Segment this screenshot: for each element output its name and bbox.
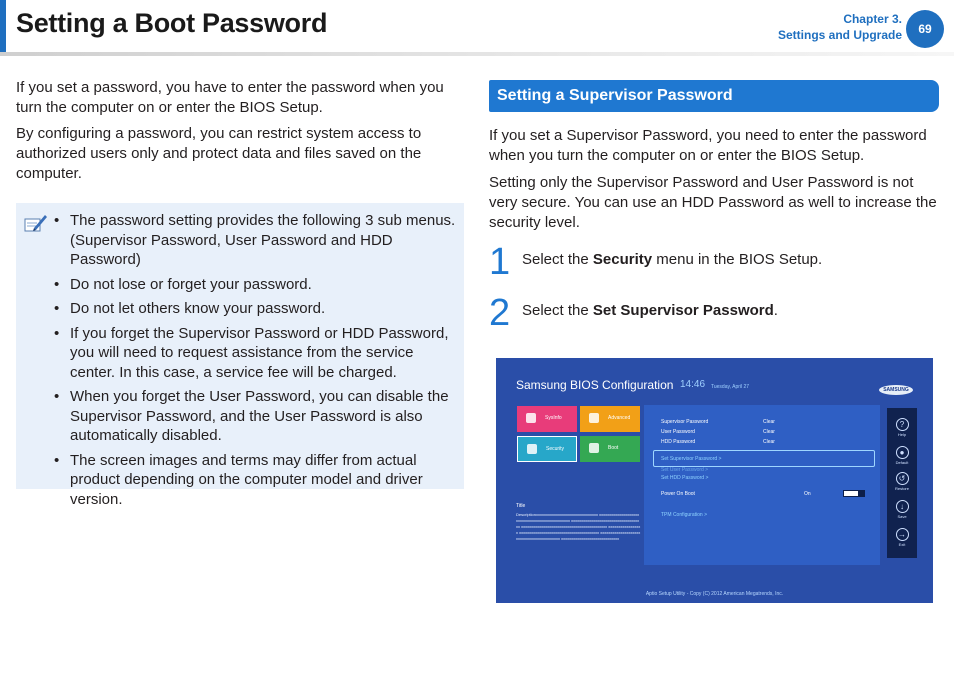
chapter-number: Chapter 3. [843,12,902,26]
set-user-password-link[interactable]: Set User Password > [661,467,709,473]
default-icon: ● [896,446,909,459]
chapter-label [778,11,902,43]
boot-icon [589,443,599,453]
note-item-dont-lose: • Do not lose or forget your password. [54,275,456,295]
user-password-value: Clear [763,429,775,435]
tile-advanced[interactable]: Advanced [580,406,640,432]
set-hdd-password-link[interactable]: Set HDD Password > [661,475,709,481]
intro-paragraph: If you set a password, you have to enter the password when you turn the computer on or enter the BIOS Setup. [16,79,444,116]
hdd-password-value: Clear [763,439,775,445]
restore-button[interactable]: ↺ Restore [894,474,909,491]
note-item-dont-share: • Do not let others know your password. [54,299,456,319]
power-on-boot-value: On [804,491,811,497]
supervisor-paragraph: If you set a Supervisor Password, you need to enter the password when you turn the computer on or enter the BIOS Setup. [489,127,927,164]
section-heading: Setting a Supervisor Password [489,80,939,112]
step-keyword: Set Supervisor Password [592,302,774,319]
left-column [16,78,461,190]
note-item-forget-user: • When you forget the User Password, you can disable the Supervisor Password, and the User Password is also automatically disabled. [54,387,456,446]
note-list [54,211,456,509]
note-item-disclaimer: • The screen images and terms may differ from actual product depending on the computer model and driver version. [54,451,456,510]
page-number-badge: 69 [906,10,944,48]
default-button[interactable]: ● Default [895,448,909,465]
restore-icon: ↺ [896,472,909,485]
bios-time: 14:46 [680,379,706,390]
security-icon [527,444,537,454]
note-pen-icon [22,211,48,237]
advanced-icon [589,413,599,423]
note-box [16,203,464,508]
step-number: 2 [489,292,511,334]
bios-screenshot [496,358,933,603]
user-password-label: User Password [661,429,695,435]
right-column [489,80,939,240]
save-button[interactable]: ↓ Save [897,502,907,519]
power-on-boot-label: Power On Boot [661,491,695,497]
tile-sysinfo[interactable]: SysInfo [517,406,577,432]
tile-boot[interactable]: Boot [580,436,640,462]
tile-security[interactable]: Security [517,436,577,462]
sysinfo-icon [526,413,536,423]
config-paragraph: By configuring a password, you can restrict system access to authorized users only and protect data and files saved on the computer. [16,125,422,182]
bios-desc-title: Title [516,503,526,509]
exit-button[interactable]: → Exit [887,528,917,547]
chapter-title: Settings and Upgrade [777,28,902,42]
step-keyword: Security [592,251,653,268]
bios-date: Tuesday, April 27 [711,384,750,390]
tpm-configuration-link[interactable]: TPM Configuration > [661,512,707,518]
samsung-logo: SAMSUNG [879,385,913,395]
exit-icon: → [896,528,909,541]
page-title: Setting a Boot Password [16,8,328,38]
power-on-boot-toggle[interactable] [843,490,865,497]
step-text: Select the Security menu in the BIOS Setup. [522,251,823,268]
note-item-forget-supervisor: • If you forget the Supervisor Password or HDD Password, you will need to request assistance from the service center. In this case, a service fee will be charged. [54,324,456,383]
step-text: Select the Set Supervisor Password. [522,302,778,319]
bios-footer: Aptio Setup Utility - Copy (C) 2012 American Megatrends, Inc. [645,591,784,597]
supervisor-password-value: Clear [763,419,775,425]
save-icon: ↓ [896,500,909,513]
step-number: 1 [489,241,511,283]
hdd-password-label: HDD Password [661,439,696,445]
header-divider [0,52,954,56]
header-accent-bar [0,0,6,52]
help-button[interactable]: ? Help [887,418,917,437]
bios-description: Descriptionxxxxxxxxxxxxxxxxxxxxxxxxxxxxxxx xxxxxxxxxxxxxxxxxxxxxxxxxxxxxxxxxxxxxxxxxxxxxxx xxxxxxxxxxxxxxxxxxxxxxxxxxxxxxxxxxxx xxxxxxxxxxxxxxxxxxxxxxxxxxxxxxxxxxxxxxxxxxx xxxxxxxxxxxxxxxxx xxxxxxxxxxxxxxxxxxxxxxxxxxxxxxxxxxxxxxxx xxxxxxxxxxxxxxxxxxxxxxxxxxxxxxxxxxxxxxxxxx xxxxxxxxxxxxxxxxxxxxxxxxxxxxx [516,512,641,541]
note-item-submenus: • The password setting provides the following 3 sub menus. (Supervisor Password, User Password and HDD Password) [54,211,456,270]
supervisor-password-label: Supervisor Password [661,419,709,425]
set-supervisor-password-link[interactable]: Set Supervisor Password > [661,456,722,462]
help-icon: ? [896,418,909,431]
security-paragraph: Setting only the Supervisor Password and User Password is not very secure. You can use an HDD Password as well to increase the security level. [489,174,937,231]
bios-title: Samsung BIOS Configuration [516,378,674,392]
bios-side-toolbar [887,408,917,558]
